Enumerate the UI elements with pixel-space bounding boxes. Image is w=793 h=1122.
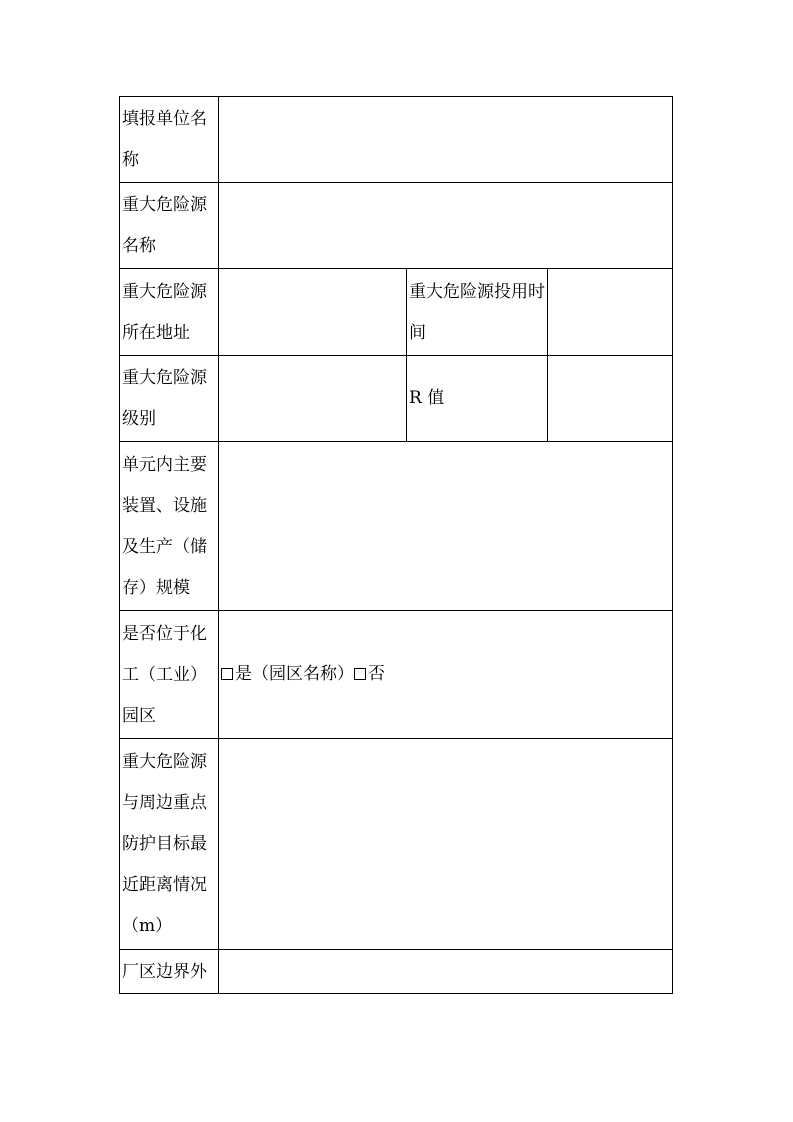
hazard-source-form-table bbox=[119, 96, 673, 994]
table-row bbox=[120, 611, 673, 739]
hazard-source-address-field[interactable] bbox=[219, 269, 407, 356]
main-facilities-scale-field[interactable] bbox=[219, 442, 673, 611]
reporting-unit-name-field[interactable] bbox=[219, 97, 673, 183]
label-reporting-unit-name: 填报单位名称 bbox=[120, 97, 219, 183]
no-checkbox[interactable] bbox=[354, 668, 366, 680]
label-main-facilities-scale: 单元内主要装置、设施及生产（储存）规模 bbox=[120, 442, 219, 611]
table-row bbox=[120, 269, 673, 356]
option-no[interactable]: 否 bbox=[354, 664, 385, 684]
label-hazard-source-address: 重大危险源所在地址 bbox=[120, 269, 219, 356]
label-nearest-distance: 重大危险源与周边重点防护目标最近距离情况（m） bbox=[120, 739, 219, 950]
table-row bbox=[120, 739, 673, 950]
table-row bbox=[120, 183, 673, 269]
table-row bbox=[120, 356, 673, 442]
hazard-source-level-field[interactable] bbox=[219, 356, 407, 442]
label-r-value: R 值 bbox=[407, 356, 548, 442]
label-in-chemical-park: 是否位于化工（工业）园区 bbox=[120, 611, 219, 739]
label-hazard-source-level: 重大危险源级别 bbox=[120, 356, 219, 442]
commissioning-time-field[interactable] bbox=[548, 269, 673, 356]
table-row bbox=[120, 442, 673, 611]
table-row bbox=[120, 97, 673, 183]
nearest-distance-field[interactable] bbox=[219, 739, 673, 950]
r-value-field[interactable] bbox=[548, 356, 673, 442]
yes-checkbox[interactable] bbox=[221, 668, 233, 680]
in-chemical-park-options bbox=[219, 611, 673, 739]
label-outside-plant-boundary: 厂区边界外 bbox=[120, 950, 219, 994]
hazard-source-name-field[interactable] bbox=[219, 183, 673, 269]
label-hazard-source-name: 重大危险源名称 bbox=[120, 183, 219, 269]
table-row bbox=[120, 950, 673, 994]
option-yes[interactable]: 是（园区名称） bbox=[221, 664, 354, 684]
outside-plant-boundary-field[interactable] bbox=[219, 950, 673, 994]
label-commissioning-time: 重大危险源投用时间 bbox=[407, 269, 548, 356]
